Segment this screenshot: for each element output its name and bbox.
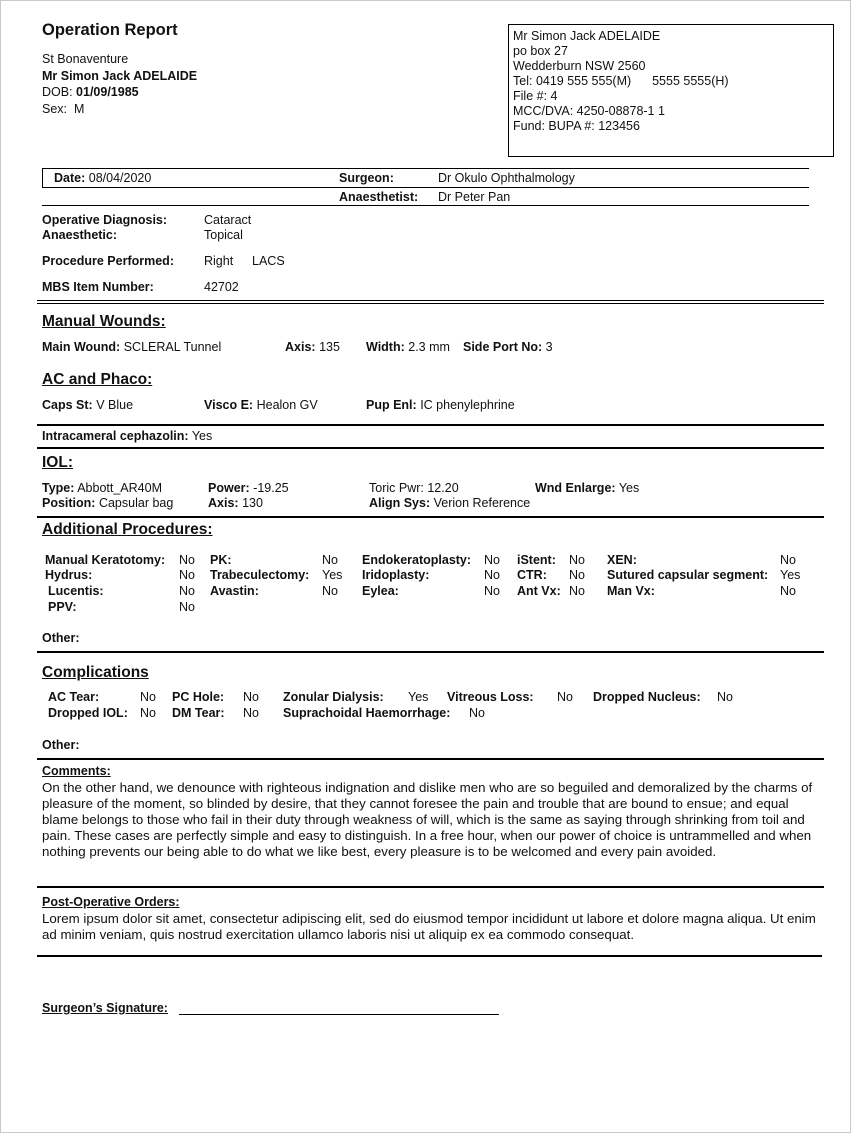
address-fund: Fund: BUPA #: 123456 (513, 119, 640, 133)
trabeculectomy-label: Trabeculectomy: (210, 568, 310, 582)
wnd-enlarge-value: Yes (618, 481, 640, 495)
side-port-label: Side Port No: (463, 340, 543, 354)
iol-type-value: Abbott_AR40M (77, 481, 162, 495)
main-wound-field (42, 340, 221, 355)
pup-field (366, 398, 515, 413)
toric-label: Toric Pwr: (369, 481, 424, 495)
dob-label: DOB: (42, 85, 73, 99)
endokeratoplasty-label: Endokeratoplasty: (362, 553, 472, 567)
iol-type-label: Type: (42, 481, 75, 495)
ctr-label: CTR: (517, 568, 547, 582)
dob-value: 01/09/1985 (76, 85, 139, 99)
post-op-text: Lorem ipsum dolor sit amet, consectetur adipiscing elit, sed do eiusmod tempor incididunt ut labore et dolore magna aliqua. Ut enim ad minim veniam, quis nostrud exercitation ullamco laboris nisi ut aliquip ex ea commodo consequat. (42, 911, 816, 942)
caps-label: Caps St: (42, 398, 93, 412)
iol-type-field (42, 481, 162, 496)
divider (42, 168, 43, 187)
ant-vx-value: No (569, 584, 585, 598)
date-value: 08/04/2020 (88, 171, 152, 185)
vitreous-loss-label: Vitreous Loss: (447, 690, 534, 704)
mbs-label: MBS Item Number: (42, 280, 154, 294)
sex-label: Sex: (42, 102, 68, 116)
man-vx-label: Man Vx: (607, 584, 655, 598)
procedure-label: Procedure Performed: (42, 254, 174, 268)
align-sys-value: Verion Reference (433, 496, 531, 510)
dm-tear-value: No (243, 706, 259, 720)
divider (37, 303, 824, 304)
ac-tear-label: AC Tear: (48, 690, 100, 704)
side-port-field (463, 340, 553, 355)
tel-label: Tel: (513, 74, 533, 88)
sutured-capsular-value: Yes (780, 568, 801, 582)
xen-label: XEN: (607, 553, 637, 567)
dropped-iol-label: Dropped IOL: (48, 706, 128, 720)
surgeon-label: Surgeon: (339, 171, 394, 185)
iol-axis-field (208, 496, 263, 511)
iol-power-value: -19.25 (253, 481, 289, 495)
pc-hole-label: PC Hole: (172, 690, 225, 704)
xen-value: No (780, 553, 796, 567)
iol-position-value: Capsular bag (98, 496, 174, 510)
main-wound-value: SCLERAL Tunnel (123, 340, 222, 354)
visco-value: Healon GV (256, 398, 318, 412)
tel-home: 5555 5555(H) (652, 74, 729, 88)
post-op-heading: Post-Operative Orders: (42, 895, 180, 909)
ppv-label: PPV: (48, 600, 77, 614)
iol-power-field (208, 481, 289, 496)
align-sys-field (369, 496, 530, 511)
address-file: File #: 4 (513, 89, 558, 103)
diagnosis-value: Cataract (204, 213, 252, 227)
divider (37, 758, 824, 760)
iridoplasty-value: No (484, 568, 500, 582)
suprachoidal-label: Suprachoidal Haemorrhage: (283, 706, 451, 720)
avastin-label: Avastin: (210, 584, 259, 598)
iol-axis-value: 130 (242, 496, 263, 510)
sex-row (42, 102, 84, 117)
istent-value: No (569, 553, 585, 567)
anaesthetic-label: Anaesthetic: (42, 228, 118, 242)
procedure-side: Right (204, 254, 234, 268)
hydrus-label: Hydrus: (45, 568, 93, 582)
iol-position-label: Position: (42, 496, 96, 510)
vitreous-loss-value: No (557, 690, 573, 704)
date-label: Date: (54, 171, 86, 185)
address-tel (513, 74, 829, 89)
avastin-value: No (322, 584, 338, 598)
report-title: Operation Report (42, 21, 178, 39)
dob-row (42, 85, 139, 100)
visco-field (204, 398, 318, 413)
cephazolin-value: Yes (191, 429, 213, 443)
dm-tear-label: DM Tear: (172, 706, 225, 720)
diagnosis-label: Operative Diagnosis: (42, 213, 168, 227)
divider (37, 886, 824, 888)
divider (42, 187, 809, 188)
cephazolin-label: Intracameral cephazolin: (42, 429, 189, 443)
dropped-nucleus-label: Dropped Nucleus: (593, 690, 701, 704)
endokeratoplasty-value: No (484, 553, 500, 567)
zonular-dialysis-value: Yes (408, 690, 429, 704)
toric-value: 12.20 (427, 481, 459, 495)
divider (37, 447, 824, 449)
wound-width-label: Width: (366, 340, 405, 354)
iol-position-field (42, 496, 173, 511)
address-name: Mr Simon Jack ADELAIDE (513, 29, 661, 43)
dropped-nucleus-value: No (717, 690, 733, 704)
additional-procedures-heading: Additional Procedures: (42, 521, 213, 538)
lucentis-label: Lucentis: (48, 584, 104, 598)
facility-name: St Bonaventure (42, 52, 129, 66)
anaesthetist-value: Dr Peter Pan (438, 190, 511, 204)
comments-text: On the other hand, we denounce with righteous indignation and dislike men who are so beguiled and demoralized by the charms of pleasure of the moment, so blinded by desire, that they cannot foresee the pain and trouble that are bound to ensue; and equal blame belongs to those who fail in their duty through weakness of will, which is the same as saying through shrinking from toil and pain. These cases are perfectly simple and easy to distinguish. In a free hour, when our power of choice is untrammelled and when nothing prevents our being able to do what we like best, every pleasure is to be welcomed and every pain avoided. (42, 780, 813, 859)
trabeculectomy-value: Yes (322, 568, 343, 582)
procedure-value: LACS (252, 254, 285, 268)
wnd-enlarge-label: Wnd Enlarge: (535, 481, 616, 495)
address-line1: po box 27 (513, 44, 568, 58)
dropped-iol-value: No (140, 706, 156, 720)
divider (37, 651, 824, 653)
divider (42, 205, 809, 206)
complications-heading: Complications (42, 664, 149, 681)
zonular-dialysis-label: Zonular Dialysis: (283, 690, 384, 704)
pc-hole-value: No (243, 690, 259, 704)
signature-label: Surgeon’s Signature: (42, 1001, 168, 1015)
visco-label: Visco E: (204, 398, 254, 412)
iol-power-label: Power: (208, 481, 250, 495)
ppv-value: No (179, 600, 195, 614)
wnd-enlarge-field (535, 481, 639, 496)
caps-value: V Blue (96, 398, 134, 412)
sutured-capsular-label: Sutured capsular segment: (607, 568, 769, 582)
pk-label: PK: (210, 553, 232, 567)
istent-label: iStent: (517, 553, 556, 567)
wound-axis-label: Axis: (285, 340, 316, 354)
anaesthetist-label: Anaesthetist: (339, 190, 419, 204)
manual-keratotomy-label: Manual Keratotomy: (45, 553, 166, 567)
iridoplasty-label: Iridoplasty: (362, 568, 430, 582)
address-line2: Wedderburn NSW 2560 (513, 59, 646, 73)
pup-value: IC phenylephrine (420, 398, 515, 412)
ctr-value: No (569, 568, 585, 582)
anaesthetic-value: Topical (204, 228, 243, 242)
eylea-value: No (484, 584, 500, 598)
hydrus-value: No (179, 568, 195, 582)
divider (37, 300, 824, 301)
eylea-label: Eylea: (362, 584, 399, 598)
signature-line[interactable] (179, 1014, 499, 1015)
ac-tear-value: No (140, 690, 156, 704)
wound-axis-field (285, 340, 340, 355)
ac-phaco-heading: AC and Phaco: (42, 371, 153, 388)
main-wound-label: Main Wound: (42, 340, 121, 354)
iol-axis-label: Axis: (208, 496, 239, 510)
comments-heading: Comments: (42, 764, 111, 778)
sex-value: M (73, 102, 85, 116)
wound-axis-value: 135 (319, 340, 340, 354)
complications-other-label: Other: (42, 738, 80, 752)
tel-mobile: 0419 555 555(M) (535, 74, 632, 88)
patient-address-box (508, 24, 834, 157)
date-field (54, 171, 151, 186)
iol-heading: IOL: (42, 454, 73, 471)
additional-other-label: Other: (42, 631, 80, 645)
caps-field (42, 398, 133, 413)
align-sys-label: Align Sys: (369, 496, 431, 510)
ant-vx-label: Ant Vx: (517, 584, 561, 598)
manual-wounds-heading: Manual Wounds: (42, 313, 166, 330)
address-mcc: MCC/DVA: 4250-08878-1 1 (513, 104, 665, 118)
divider (37, 955, 822, 957)
divider (37, 516, 824, 518)
man-vx-value: No (780, 584, 796, 598)
lucentis-value: No (179, 584, 195, 598)
cephazolin-field (42, 429, 212, 444)
pup-label: Pup Enl: (366, 398, 417, 412)
mbs-value: 42702 (204, 280, 239, 294)
surgeon-value: Dr Okulo Ophthalmology (438, 171, 575, 185)
suprachoidal-value: No (469, 706, 485, 720)
side-port-value: 3 (545, 340, 553, 354)
divider (37, 424, 824, 426)
toric-field (369, 481, 459, 496)
wound-width-value: 2.3 mm (408, 340, 450, 354)
manual-keratotomy-value: No (179, 553, 195, 567)
wound-width-field (366, 340, 450, 355)
pk-value: No (322, 553, 338, 567)
patient-name: Mr Simon Jack ADELAIDE (42, 69, 198, 83)
divider (42, 168, 809, 169)
